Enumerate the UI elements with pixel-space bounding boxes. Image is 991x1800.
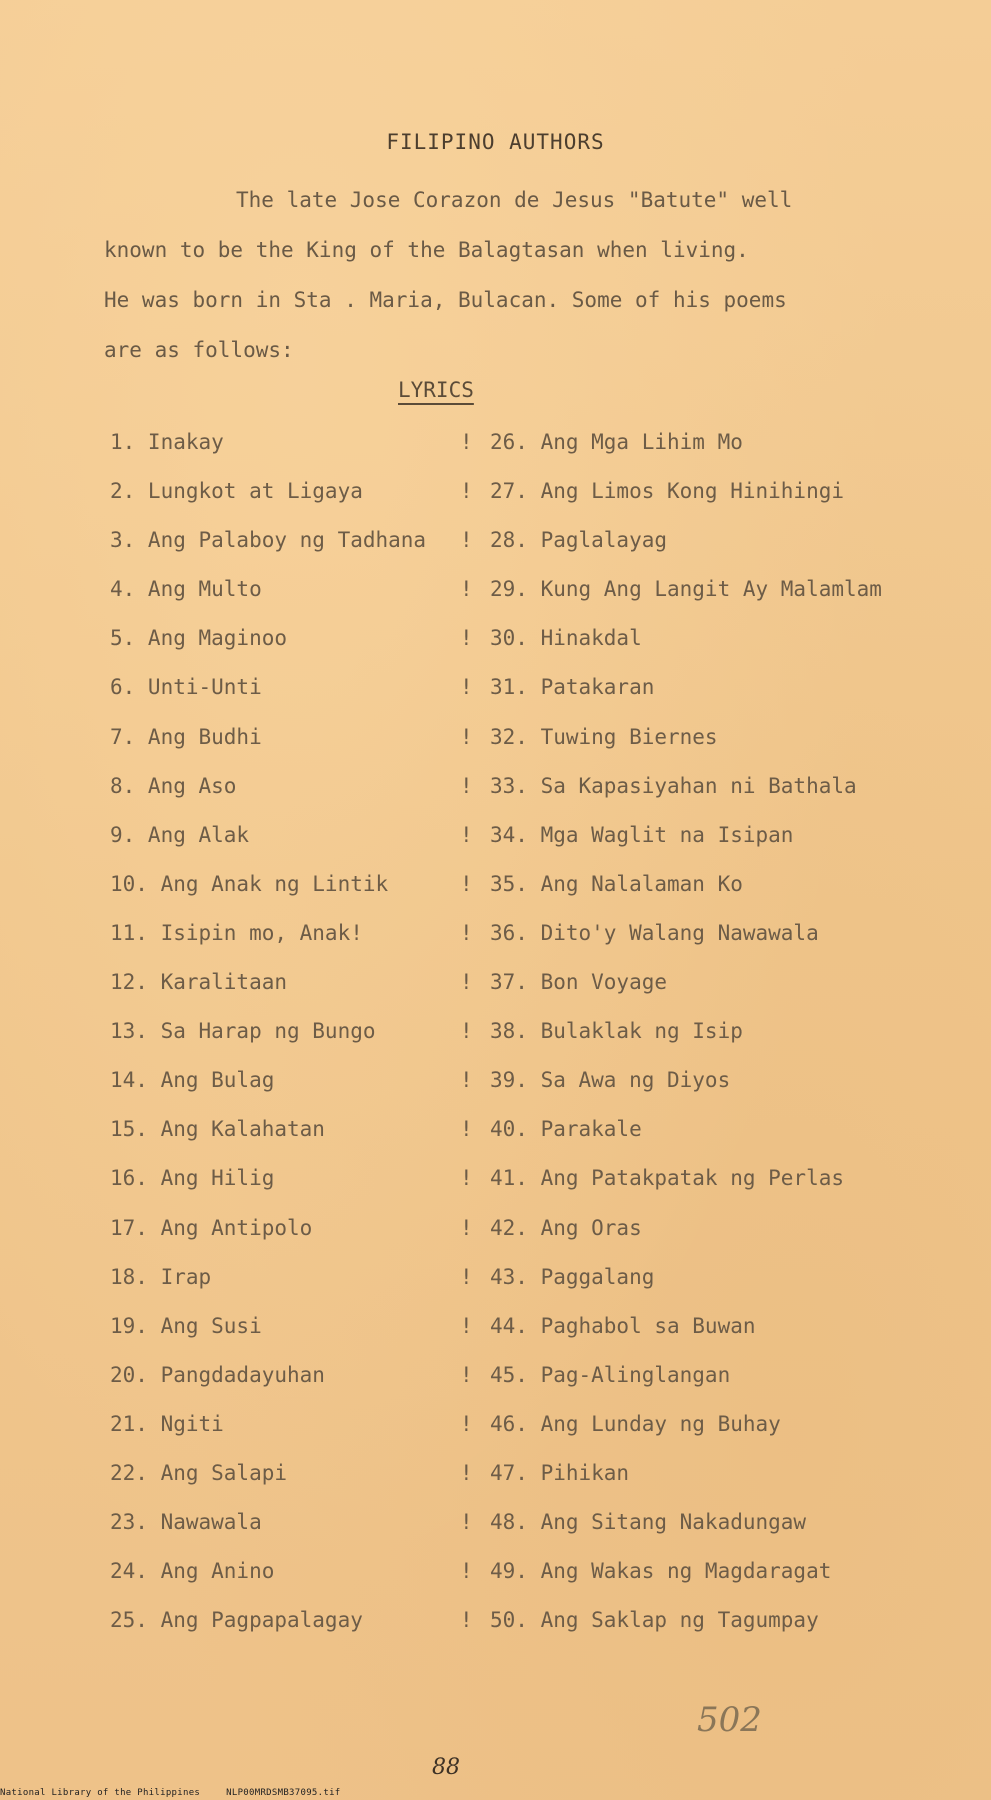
lyric-title: 44. Paghabol sa Buwan xyxy=(490,1313,756,1338)
lyric-item xyxy=(110,1400,426,1449)
column-separator: ! xyxy=(460,920,473,945)
lyric-item xyxy=(462,1154,882,1203)
lyric-item xyxy=(110,958,426,1007)
lyric-title: 36. Dito'y Walang Nawawala xyxy=(490,920,819,945)
column-separator: ! xyxy=(460,577,473,602)
lyric-title: 21. Ngiti xyxy=(110,1411,224,1436)
lyric-title: 40. Parakale xyxy=(490,1117,642,1142)
lyric-title: 49. Ang Wakas ng Magdaragat xyxy=(490,1559,832,1584)
lyric-item xyxy=(110,418,426,467)
lyric-item xyxy=(462,1007,882,1056)
caption-file: NLP00MRDSMB37095.tif xyxy=(226,1788,341,1798)
lyric-item xyxy=(462,1449,882,1498)
lyric-item xyxy=(110,811,426,860)
column-separator: ! xyxy=(460,1362,473,1387)
lyric-item xyxy=(110,860,426,909)
lyric-title: 47. Pihikan xyxy=(490,1460,630,1485)
column-separator: ! xyxy=(460,1411,473,1436)
lyric-title: 25. Ang Pagpapalagay xyxy=(110,1608,363,1633)
lyric-title: 6. Unti-Unti xyxy=(110,675,262,700)
lyric-title: 7. Ang Budhi xyxy=(110,724,262,749)
lyric-item xyxy=(110,1105,426,1154)
lyric-title: 31. Patakaran xyxy=(490,675,655,700)
lyric-item xyxy=(110,1253,426,1302)
column-separator: ! xyxy=(460,1068,473,1093)
lyric-item xyxy=(462,860,882,909)
column-separator: ! xyxy=(460,822,473,847)
lyrics-list-left xyxy=(110,418,426,1645)
lyric-title: 22. Ang Salapi xyxy=(110,1460,288,1485)
lyric-item xyxy=(110,467,426,516)
lyric-title: 15. Ang Kalahatan xyxy=(110,1117,325,1142)
section-heading-lyrics: LYRICS xyxy=(398,378,474,402)
caption-source: National Library of the Philippines xyxy=(0,1788,201,1798)
lyric-title: 11. Isipin mo, Anak! xyxy=(110,920,363,945)
lyric-item xyxy=(462,1547,882,1596)
lyric-title: 24. Ang Anino xyxy=(110,1559,275,1584)
column-separator: ! xyxy=(460,1460,473,1485)
lyric-title: 28. Paglalayag xyxy=(490,528,668,553)
lyric-title: 29. Kung Ang Langit Ay Malamlam xyxy=(490,577,882,602)
lyric-title: 16. Ang Hilig xyxy=(110,1166,275,1191)
column-separator: ! xyxy=(460,970,473,995)
lyric-title: 33. Sa Kapasiyahan ni Bathala xyxy=(490,773,857,798)
lyric-item xyxy=(462,418,882,467)
lyric-item xyxy=(110,663,426,712)
lyric-title: 39. Sa Awa ng Diyos xyxy=(490,1068,731,1093)
lyric-title: 37. Bon Voyage xyxy=(490,970,668,995)
lyric-item xyxy=(110,1302,426,1351)
lyric-item xyxy=(110,1204,426,1253)
column-separator: ! xyxy=(460,1559,473,1584)
lyric-item xyxy=(462,1596,882,1645)
archive-caption xyxy=(0,1788,341,1798)
lyric-item xyxy=(110,1351,426,1400)
lyric-item xyxy=(462,1253,882,1302)
lyric-title: 46. Ang Lunday ng Buhay xyxy=(490,1411,781,1436)
lyric-item xyxy=(462,1400,882,1449)
column-separator: ! xyxy=(460,1608,473,1633)
lyric-item xyxy=(462,713,882,762)
lyric-title: 8. Ang Aso xyxy=(110,773,237,798)
lyric-title: 27. Ang Limos Kong Hinihingi xyxy=(490,479,845,504)
lyric-title: 30. Hinakdal xyxy=(490,626,642,651)
lyric-title: 5. Ang Maginoo xyxy=(110,626,288,651)
column-separator: ! xyxy=(460,724,473,749)
lyric-item xyxy=(462,1204,882,1253)
lyric-title: 4. Ang Multo xyxy=(110,577,262,602)
lyric-item xyxy=(462,467,882,516)
lyric-title: 2. Lungkot at Ligaya xyxy=(110,479,363,504)
lyric-item xyxy=(110,1154,426,1203)
lyric-title: 50. Ang Saklap ng Tagumpay xyxy=(490,1608,819,1633)
column-separator: ! xyxy=(460,1510,473,1535)
lyric-item xyxy=(462,909,882,958)
lyric-item xyxy=(110,713,426,762)
lyric-title: 13. Sa Harap ng Bungo xyxy=(110,1019,376,1044)
lyric-item xyxy=(462,1351,882,1400)
column-separator: ! xyxy=(460,773,473,798)
column-separator: ! xyxy=(460,1166,473,1191)
intro-line: known to be the King of the Balagtasan when living. xyxy=(104,238,749,262)
page-title: FILIPINO AUTHORS xyxy=(386,130,605,154)
lyric-item xyxy=(110,762,426,811)
lyric-item xyxy=(462,811,882,860)
column-separator: ! xyxy=(460,479,473,504)
lyric-item xyxy=(110,1056,426,1105)
column-separator: ! xyxy=(460,1264,473,1289)
column-separator: ! xyxy=(460,1313,473,1338)
column-separator: ! xyxy=(460,675,473,700)
lyric-item xyxy=(462,762,882,811)
lyric-item xyxy=(462,1105,882,1154)
lyric-item xyxy=(110,1498,426,1547)
lyric-item xyxy=(462,614,882,663)
lyric-title: 23. Nawawala xyxy=(110,1510,262,1535)
lyric-title: 9. Ang Alak xyxy=(110,822,250,847)
lyric-item xyxy=(462,1498,882,1547)
lyric-title: 14. Ang Bulag xyxy=(110,1068,275,1093)
intro-paragraph xyxy=(104,175,924,375)
lyric-item xyxy=(462,663,882,712)
lyric-title: 1. Inakay xyxy=(110,430,224,454)
lyric-title: 20. Pangdadayuhan xyxy=(110,1362,325,1387)
lyric-item xyxy=(110,1596,426,1645)
intro-line: He was born in Sta . Maria, Bulacan. Some of his poems xyxy=(104,288,787,312)
lyric-title: 12. Karalitaan xyxy=(110,970,288,995)
column-separator: ! xyxy=(460,430,473,454)
lyric-title: 3. Ang Palaboy ng Tadhana xyxy=(110,528,427,553)
column-separator: ! xyxy=(460,1019,473,1044)
column-separator: ! xyxy=(460,626,473,651)
lyric-title: 26. Ang Mga Lihim Mo xyxy=(490,430,743,454)
intro-line: The late Jose Corazon de Jesus "Batute" well xyxy=(236,188,793,212)
intro-line: are as follows: xyxy=(104,338,294,362)
lyric-title: 19. Ang Susi xyxy=(110,1313,262,1338)
lyric-item xyxy=(110,516,426,565)
lyric-item xyxy=(110,565,426,614)
handwritten-number: 502 xyxy=(697,1700,762,1740)
lyric-title: 18. Irap xyxy=(110,1264,212,1289)
column-separator: ! xyxy=(460,871,473,896)
lyric-title: 10. Ang Anak ng Lintik xyxy=(110,871,389,896)
page-number: 88 xyxy=(432,1755,460,1780)
lyric-title: 35. Ang Nalalaman Ko xyxy=(490,871,743,896)
lyric-title: 43. Paggalang xyxy=(490,1264,655,1289)
column-separator: ! xyxy=(460,528,473,553)
lyric-item xyxy=(462,1302,882,1351)
lyric-title: 34. Mga Waglit na Isipan xyxy=(490,822,794,847)
lyric-title: 32. Tuwing Biernes xyxy=(490,724,718,749)
lyric-item xyxy=(462,565,882,614)
lyric-item xyxy=(110,1449,426,1498)
lyric-item xyxy=(462,1056,882,1105)
lyric-title: 42. Ang Oras xyxy=(490,1215,642,1240)
lyric-item xyxy=(462,958,882,1007)
column-separator: ! xyxy=(460,1215,473,1240)
lyric-item xyxy=(110,1007,426,1056)
lyric-item xyxy=(110,1547,426,1596)
lyric-item xyxy=(110,909,426,958)
lyrics-list-right xyxy=(462,418,882,1645)
lyric-title: 41. Ang Patakpatak ng Perlas xyxy=(490,1166,845,1191)
lyric-item xyxy=(462,516,882,565)
lyric-title: 38. Bulaklak ng Isip xyxy=(490,1019,743,1044)
lyric-item xyxy=(110,614,426,663)
lyric-title: 45. Pag-Alinglangan xyxy=(490,1362,731,1387)
column-separator: ! xyxy=(460,1117,473,1142)
lyric-title: 48. Ang Sitang Nakadungaw xyxy=(490,1510,807,1535)
lyric-title: 17. Ang Antipolo xyxy=(110,1215,313,1240)
